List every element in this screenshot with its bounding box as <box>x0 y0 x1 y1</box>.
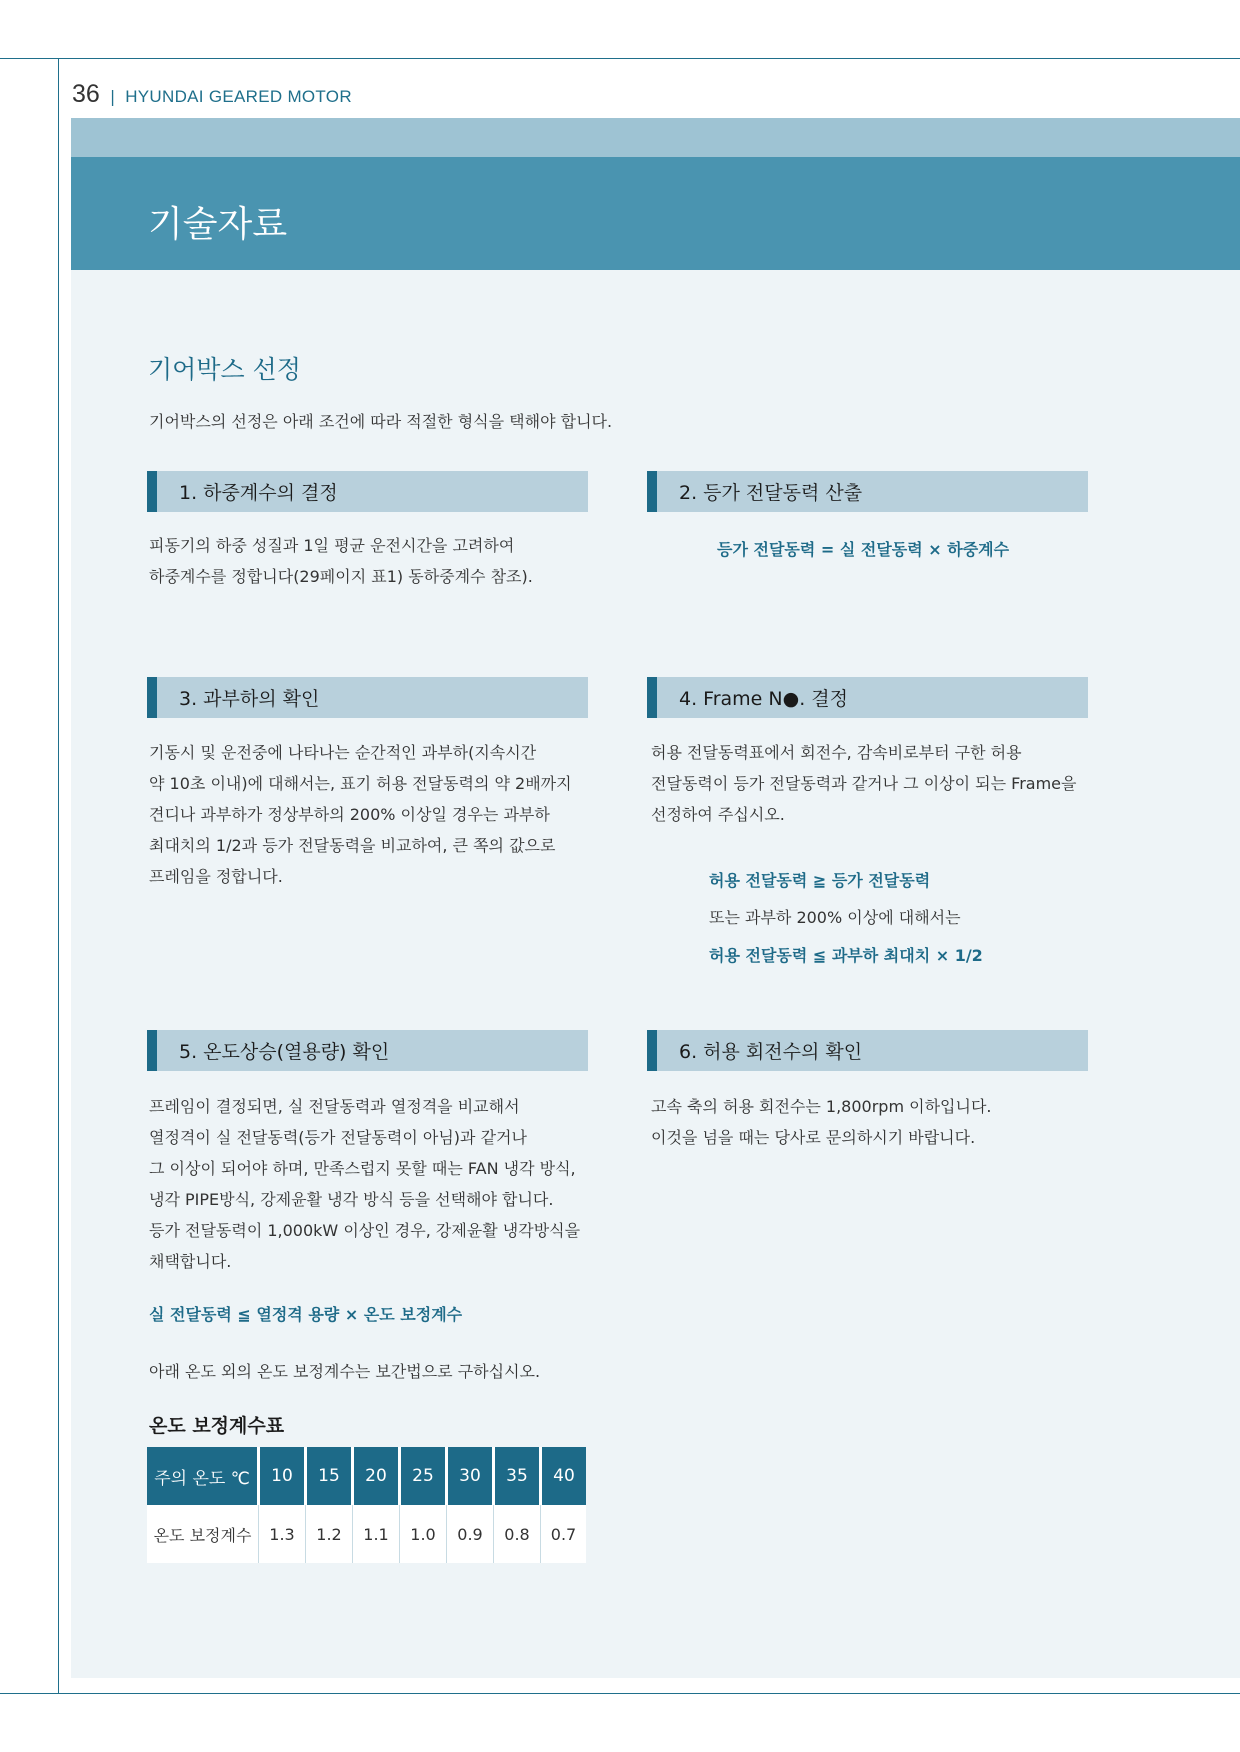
header-separator: | <box>109 87 116 106</box>
text-line: 이것을 넘을 때는 당사로 문의하시기 바랍니다. <box>651 1128 976 1147</box>
temperature-cell: 10 <box>259 1447 306 1505</box>
step-5-heading: 5. 온도상승(열용량) 확인 <box>147 1030 588 1071</box>
step-2-heading: 2. 등가 전달동력 산출 <box>647 471 1088 512</box>
document-name: HYUNDAI GEARED MOTOR <box>125 87 352 106</box>
page-frame-top-rule <box>0 58 1240 59</box>
equivalent-power-formula: 등가 전달동력 = 실 전달동력 × 하중계수 <box>717 540 1010 559</box>
text-line: 전달동력이 등가 전달동력과 같거나 그 이상이 되는 Frame을 <box>651 774 1077 793</box>
temperature-cell: 35 <box>494 1447 541 1505</box>
step-1-text <box>149 530 533 592</box>
temperature-cell: 25 <box>400 1447 447 1505</box>
text-line: 프레임이 결정되면, 실 전달동력과 열정격을 비교해서 <box>149 1097 520 1116</box>
factor-cell: 1.1 <box>353 1505 400 1563</box>
step-3-text <box>149 737 572 892</box>
overload-formula: 허용 전달동력 ≦ 과부하 최대치 × 1/2 <box>709 946 983 965</box>
page-number: 36 <box>72 80 100 108</box>
text-line: 그 이상이 되어야 하며, 만족스럽지 못할 때는 FAN 냉각 방식, <box>149 1159 576 1178</box>
page-frame-bottom-rule <box>0 1693 1240 1694</box>
thermal-capacity-formula: 실 전달동력 ≦ 열정격 용량 × 온도 보정계수 <box>149 1305 463 1324</box>
text-line: 열정격이 실 전달동력(등가 전달동력이 아님)과 같거나 <box>149 1128 527 1147</box>
page-frame-left-rule <box>58 58 59 1694</box>
step-6-text <box>651 1091 991 1153</box>
section-title: 기어박스 선정 <box>148 355 301 384</box>
text-line: 채택합니다. <box>149 1252 232 1271</box>
step-1-heading: 1. 하중계수의 결정 <box>147 471 588 512</box>
factor-cell: 1.2 <box>306 1505 353 1563</box>
row-label-cell: 온도 보정계수 <box>147 1505 259 1563</box>
step-6-heading: 6. 허용 회전수의 확인 <box>647 1030 1088 1071</box>
header-label-cell: 주의 온도 ℃ <box>147 1447 259 1505</box>
text-line: 피동기의 하중 성질과 1일 평균 운전시간을 고려하여 <box>149 536 515 555</box>
temperature-cell: 30 <box>447 1447 494 1505</box>
factor-cell: 0.7 <box>541 1505 587 1563</box>
text-line: 약 10초 이내)에 대해서는, 표기 허용 전달동력의 약 2배까지 <box>149 774 572 793</box>
step-3-heading: 3. 과부하의 확인 <box>147 677 588 718</box>
temperature-cell: 40 <box>541 1447 587 1505</box>
banner-top-band <box>71 118 1240 157</box>
text-line: 프레임을 정합니다. <box>149 867 283 886</box>
text-line: 허용 전달동력표에서 회전수, 감속비로부터 구한 허용 <box>651 743 1022 762</box>
overload-note: 또는 과부하 200% 이상에 대해서는 <box>709 908 961 927</box>
table-header-row <box>147 1447 586 1505</box>
temperature-correction-table <box>147 1447 586 1563</box>
table-row <box>147 1505 586 1563</box>
step-4-text <box>651 737 1077 830</box>
allowable-power-formula: 허용 전달동력 ≧ 등가 전달동력 <box>709 871 931 890</box>
interpolation-note: 아래 온도 외의 온도 보정계수는 보간법으로 구하십시오. <box>149 1362 541 1381</box>
banner-title: 기술자료 <box>148 204 288 245</box>
factor-cell: 1.3 <box>259 1505 306 1563</box>
table-title: 온도 보정계수표 <box>149 1415 285 1437</box>
step-4-heading: 4. Frame N●. 결정 <box>647 677 1088 718</box>
factor-cell: 0.8 <box>494 1505 541 1563</box>
factor-cell: 1.0 <box>400 1505 447 1563</box>
section-intro: 기어박스의 선정은 아래 조건에 따라 적절한 형식을 택해야 합니다. <box>149 412 613 431</box>
step-5-text <box>149 1091 580 1277</box>
text-line: 하중계수를 정합니다(29페이지 표1) 동하중계수 참조). <box>149 567 533 586</box>
text-line: 고속 축의 허용 회전수는 1,800rpm 이하입니다. <box>651 1097 992 1116</box>
temperature-cell: 15 <box>306 1447 353 1505</box>
text-line: 최대치의 1/2과 등가 전달동력을 비교하여, 큰 쪽의 값으로 <box>149 836 556 855</box>
text-line: 냉각 PIPE방식, 강제윤활 냉각 방식 등을 선택해야 합니다. <box>149 1190 554 1209</box>
running-header <box>72 80 352 109</box>
text-line: 견디나 과부하가 정상부하의 200% 이상일 경우는 과부하 <box>149 805 550 824</box>
factor-cell: 0.9 <box>447 1505 494 1563</box>
temperature-cell: 20 <box>353 1447 400 1505</box>
text-line: 선정하여 주십시오. <box>651 805 785 824</box>
text-line: 기동시 및 운전중에 나타나는 순간적인 과부하(지속시간 <box>149 743 537 762</box>
text-line: 등가 전달동력이 1,000kW 이상인 경우, 강제윤활 냉각방식을 <box>149 1221 581 1240</box>
